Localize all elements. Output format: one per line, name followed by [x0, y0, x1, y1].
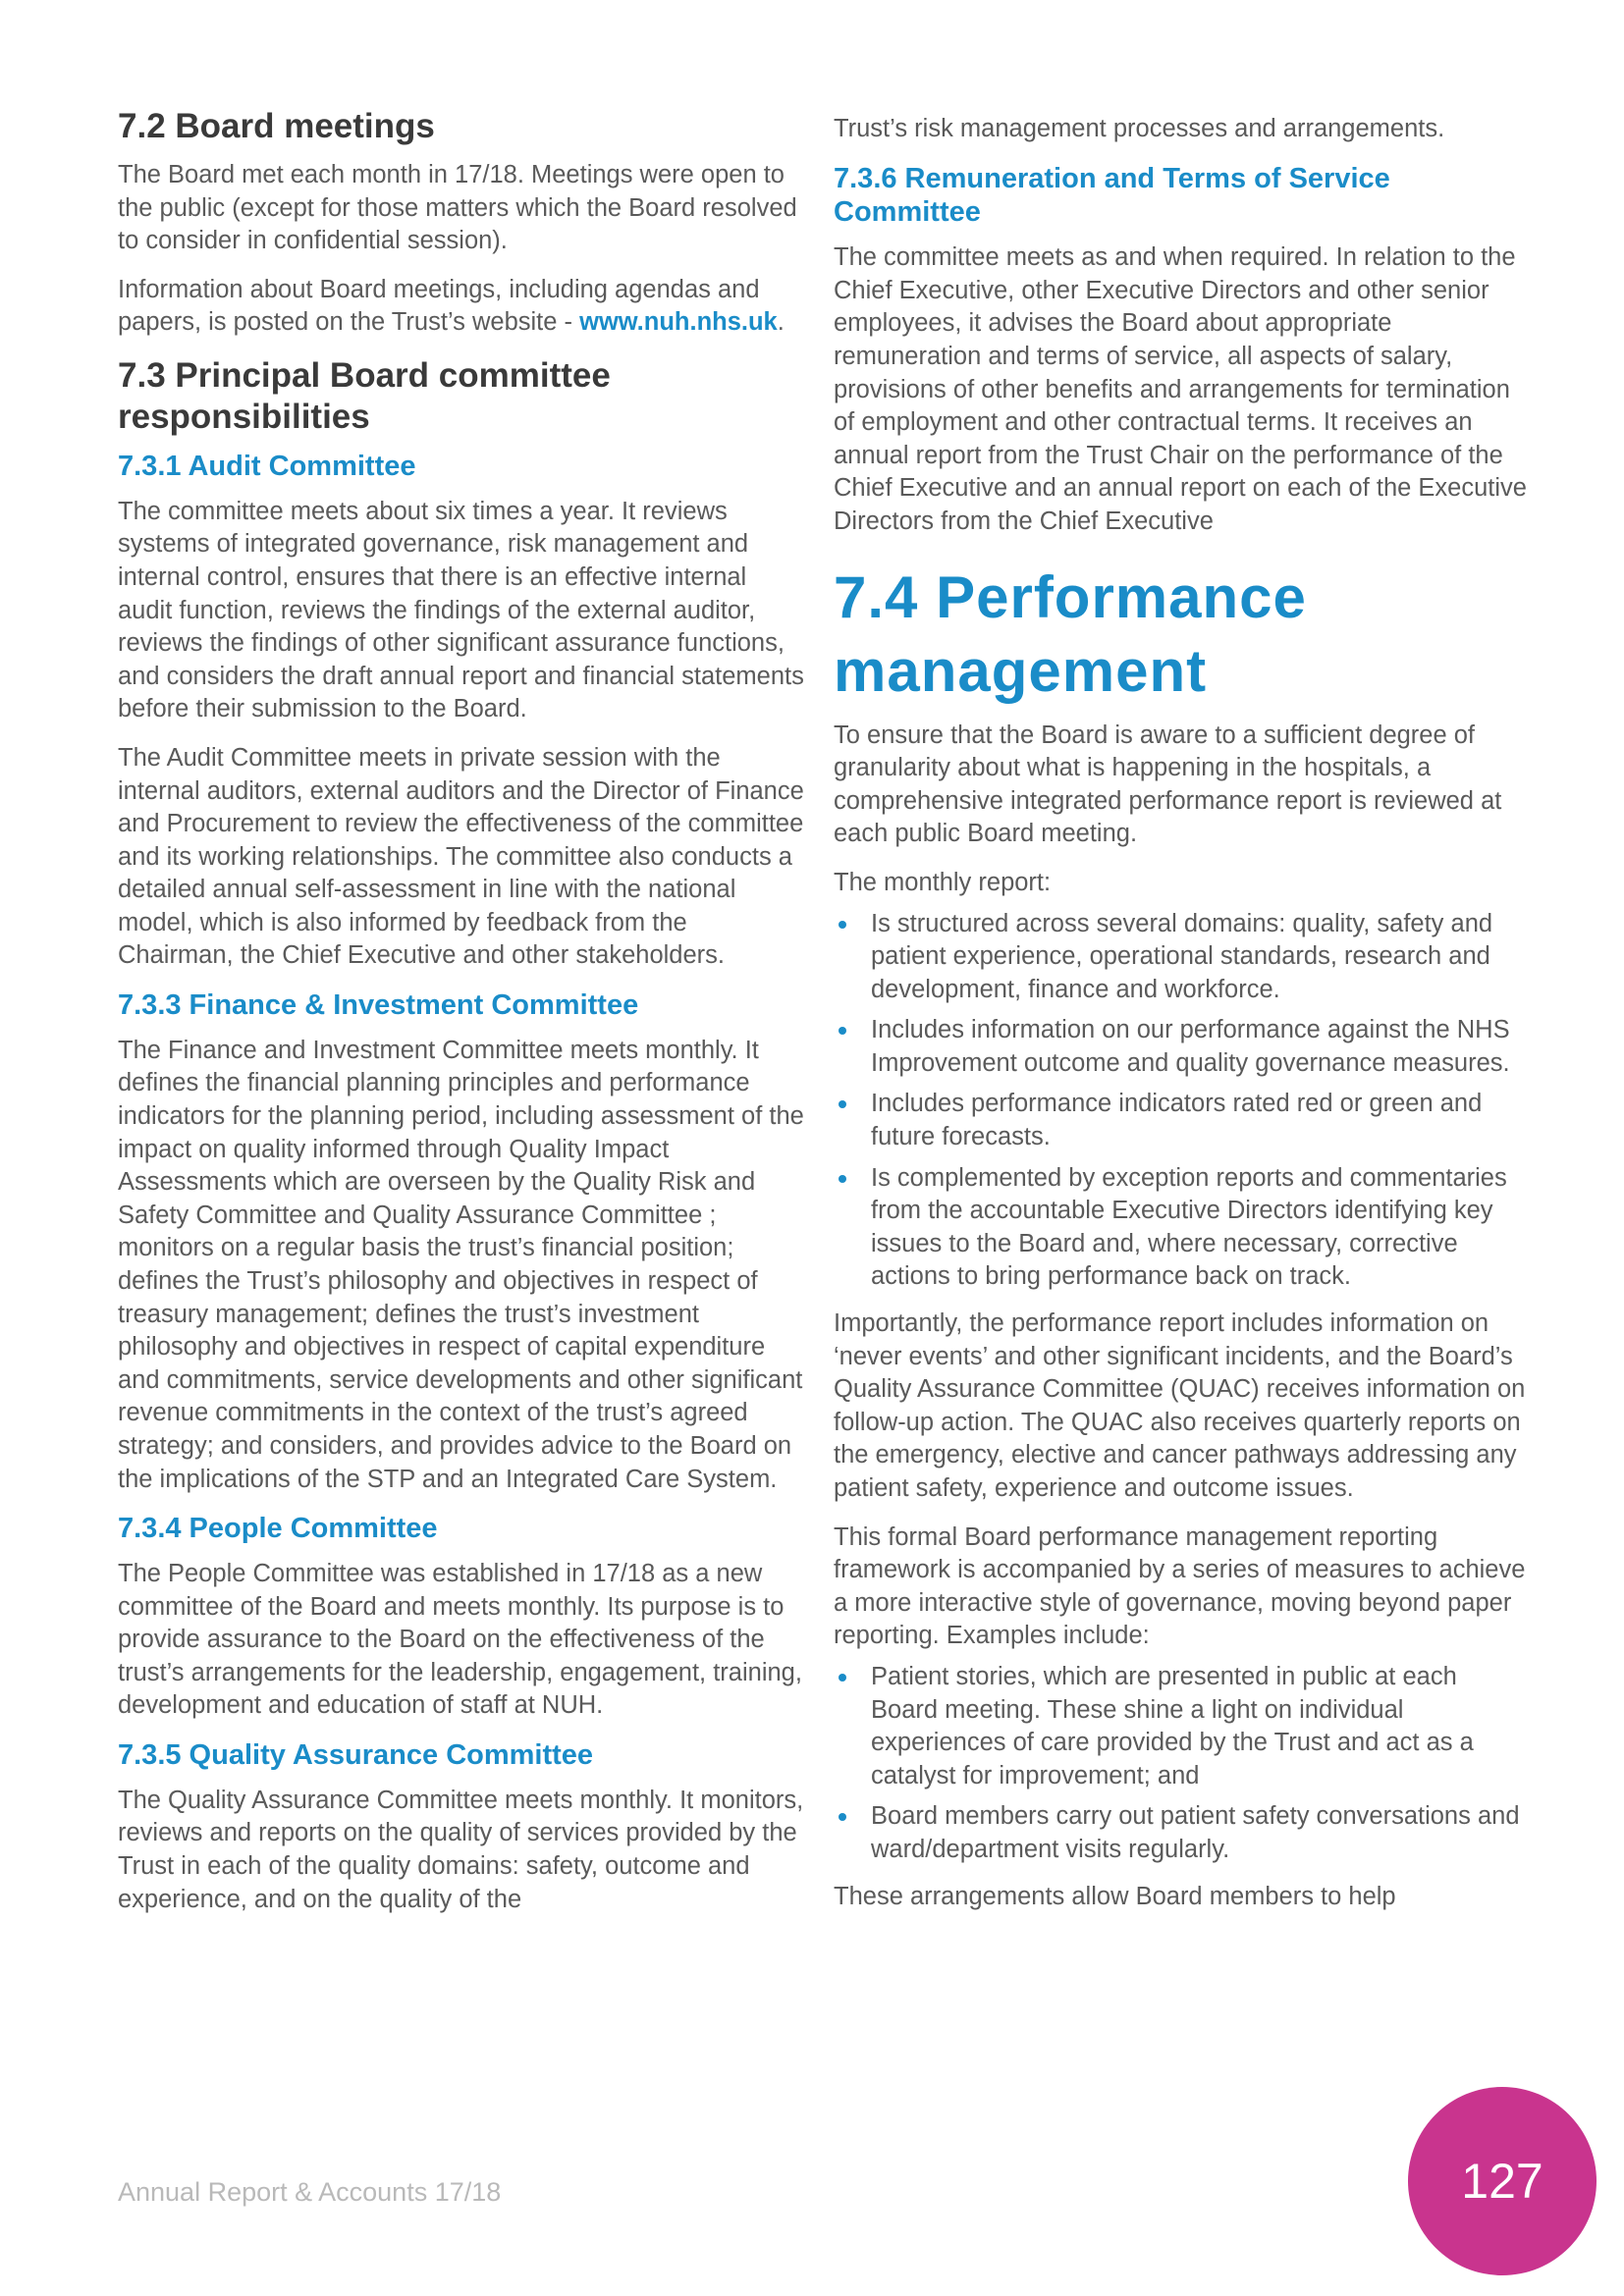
list-item: Board members carry out patient safety conversations and ward/department visits regularly. — [834, 1800, 1527, 1866]
section-7-4-heading: 7.4 Performance management — [834, 563, 1307, 704]
website-trailing-text: . — [777, 308, 785, 337]
list-item: Patient stories, which are presented in public at each Board meeting. These shine a light on individual experiences of care provided by the Trust and act as a catalyst for improvement; and — [834, 1661, 1527, 1792]
section-7-3-6-paragraph-1: The committee meets as and when required. In relation to the Chief Executive, other Executive Directors and other senior employees, it advises the Board about appropriate remuneration and terms of service, all aspects of salary, provisions of other benefits and arrangements for termination of employment and other contractual terms. It receives an annual report from the Trust Chair on the performance of the Chief Executive and an annual report on each of the Executive Directors from the Chief Executive — [834, 243, 1527, 535]
section-7-3-5-heading: 7.3.5 Quality Assurance Committee — [118, 1738, 594, 1771]
section-7-2-paragraph-2 — [118, 274, 805, 340]
examples-list — [834, 1661, 1527, 1867]
right-column — [834, 113, 1527, 1929]
continued-paragraph: Trust’s risk management processes and arrangements. — [834, 115, 1445, 142]
section-7-4-paragraph-3: Importantly, the performance report includes information on ‘never events’ and other significant incidents, and the Board’s Quality Assurance Committee (QUAC) receives information on follow-up action. The QUAC also receives quarterly reports on the emergency, elective and cancer pathways addressing any patient safety, experience and outcome issues. — [834, 1309, 1526, 1502]
section-7-3-1-paragraph-2: The Audit Committee meets in private session with the internal auditors, external auditors and the Director of Finance and Procurement to review the effectiveness of the committee and its working relationships. The committee also conducts a detailed annual self-assessment in line with the national model, which is also informed by feedback from the Chairman, the Chief Executive and other stakeholders. — [118, 743, 804, 970]
section-7-3-4-paragraph-1: The People Committee was established in 17/18 as a new committee of the Board and meets monthly. Its purpose is to provide assurance to the Board on the effectiveness of the trust’s arrangements for the leadership, engagement, training, development and education of staff at NUH. — [118, 1559, 802, 1720]
section-7-2-paragraph-1: The Board met each month in 17/18. Meetings were open to the public (except for those matters which the Board resolved to consider in confidential session). — [118, 161, 797, 255]
section-7-3-3-heading: 7.3.3 Finance & Investment Committee — [118, 989, 639, 1022]
section-7-3-4-heading: 7.3.4 People Committee — [118, 1513, 438, 1545]
page-number-badge — [1408, 2087, 1597, 2275]
list-item: Includes performance indicators rated red or green and future forecasts. — [834, 1088, 1527, 1153]
section-7-4-paragraph-5: These arrangements allow Board members to help — [834, 1882, 1396, 1910]
section-7-4-paragraph-4: This formal Board performance management reporting framework is accompanied by a series of measures to achieve a more interactive style of governance, moving beyond paper reporting. Examples include: — [834, 1522, 1526, 1650]
left-column — [118, 106, 805, 1932]
section-7-2-heading: 7.2 Board meetings — [118, 107, 435, 145]
monthly-report-list — [834, 908, 1527, 1295]
section-7-3-heading: 7.3 Principal Board committee responsibilities — [118, 355, 611, 436]
list-item: Is complemented by exception reports and commentaries from the accountable Executive Directors identifying key issues to the Board and, where necessary, corrective actions to bring performance back on track. — [834, 1162, 1527, 1294]
list-item: Includes information on our performance against the NHS Improvement outcome and quality governance measures. — [834, 1014, 1527, 1080]
page-number: 127 — [1461, 2154, 1543, 2209]
section-7-3-6-heading: 7.3.6 Remuneration and Terms of Service Committee — [834, 162, 1390, 229]
footer-document-title: Annual Report & Accounts 17/18 — [118, 2177, 502, 2207]
list-item: Is structured across several domains: quality, safety and patient experience, operational standards, research and development, finance and workforce. — [834, 908, 1527, 1007]
section-7-3-1-paragraph-1: The committee meets about six times a year. It reviews systems of integrated governance, risk management and internal control, ensures that there is an effective internal audit function, reviews the findings of the external auditor, reviews the findings of other significant assurance functions, and considers the draft annual report and financial statements before their submission to the Board. — [118, 497, 804, 723]
section-7-4-paragraph-2: The monthly report: — [834, 868, 1052, 896]
website-link[interactable]: www.nuh.nhs.uk — [579, 308, 778, 337]
section-7-4-paragraph-1: To ensure that the Board is aware to a sufficient degree of granularity about what is happening in the hospitals, a comprehensive integrated performance report is reviewed at each public Board meeting. — [834, 721, 1502, 848]
section-7-3-5-paragraph-1: The Quality Assurance Committee meets monthly. It monitors, reviews and reports on the quality of services provided by the Trust in each of the quality domains: safety, outcome and experience, and on the quality of the — [118, 1786, 804, 1913]
section-7-3-1-heading: 7.3.1 Audit Committee — [118, 450, 416, 482]
section-7-3-3-paragraph-1: The Finance and Investment Committee meets monthly. It defines the financial planning principles and performance indicators for the planning period, including assessment of the impact on quality informed through Quality Impact Assessments which are overseen by the Quality Risk and Safety Committee and Quality Assurance Committee ; monitors on a regular basis the trust’s financial position; defines the Trust’s philosophy and objectives in respect of treasury management; defines the trust’s investment philosophy and objectives in respect of capital expenditure and commitments, service developments and other significant revenue commitments in the context of the trust’s agreed strategy; and considers, and provides advice to the Board on the implications of the STP and an Integrated Care System. — [118, 1036, 804, 1493]
website-intro-text: Information about Board meetings, including agendas and papers, is posted on the Trust’s website - — [118, 275, 760, 337]
